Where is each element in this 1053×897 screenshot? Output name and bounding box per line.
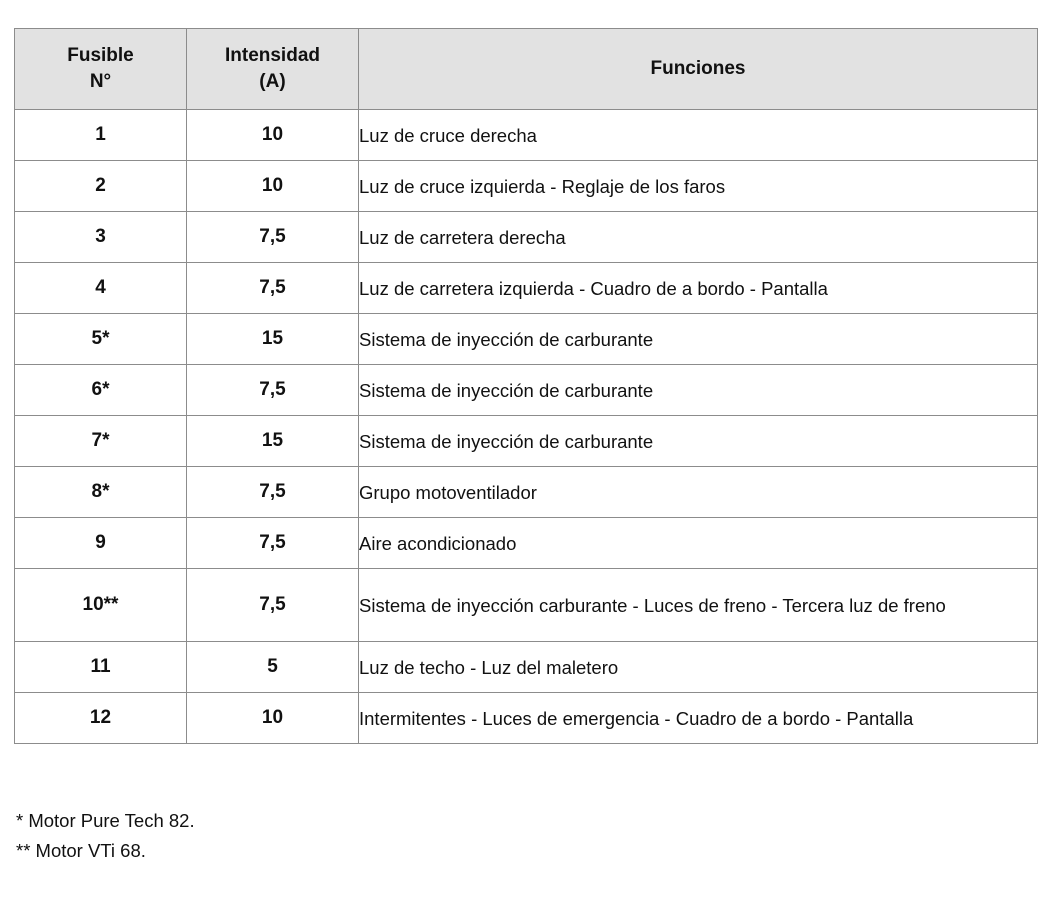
cell-functions: Sistema de inyección de carburante bbox=[359, 365, 1038, 416]
table-row bbox=[15, 212, 1038, 263]
column-header-functions bbox=[359, 29, 1038, 110]
column-header-fuse-number-line2: N° bbox=[89, 71, 112, 92]
footnotes bbox=[14, 806, 1037, 866]
cell-intensity: 7,5 bbox=[187, 212, 359, 263]
cell-intensity: 7,5 bbox=[187, 467, 359, 518]
table-row bbox=[15, 161, 1038, 212]
table-row bbox=[15, 263, 1038, 314]
cell-fuse-number: 7* bbox=[15, 416, 187, 467]
cell-functions: Grupo motoventilador bbox=[359, 467, 1038, 518]
cell-fuse-number: 1 bbox=[15, 110, 187, 161]
column-header-fuse-number-line1: Fusible bbox=[67, 45, 134, 66]
footnote-double-asterisk: ** Motor VTi 68. bbox=[16, 840, 146, 861]
cell-intensity: 7,5 bbox=[187, 263, 359, 314]
cell-intensity: 10 bbox=[187, 693, 359, 744]
cell-intensity: 15 bbox=[187, 416, 359, 467]
table-row bbox=[15, 365, 1038, 416]
cell-fuse-number: 11 bbox=[15, 642, 187, 693]
table-row bbox=[15, 416, 1038, 467]
table-row bbox=[15, 693, 1038, 744]
cell-functions: Aire acondicionado bbox=[359, 518, 1038, 569]
cell-fuse-number: 5* bbox=[15, 314, 187, 365]
cell-fuse-number: 10** bbox=[15, 569, 187, 642]
column-header-intensity-line2: (A) bbox=[259, 71, 286, 92]
table-header bbox=[15, 29, 1038, 110]
cell-intensity: 7,5 bbox=[187, 569, 359, 642]
cell-functions: Sistema de inyección de carburante bbox=[359, 416, 1038, 467]
cell-functions: Sistema de inyección de carburante bbox=[359, 314, 1038, 365]
cell-fuse-number: 6* bbox=[15, 365, 187, 416]
cell-intensity: 5 bbox=[187, 642, 359, 693]
column-header-intensity-line1: Intensidad bbox=[224, 45, 320, 66]
table-row bbox=[15, 467, 1038, 518]
cell-fuse-number: 2 bbox=[15, 161, 187, 212]
column-header-functions-line1: Funciones bbox=[650, 58, 746, 79]
table-body bbox=[15, 110, 1038, 744]
table-row bbox=[15, 518, 1038, 569]
table-row bbox=[15, 110, 1038, 161]
cell-intensity: 10 bbox=[187, 110, 359, 161]
cell-fuse-number: 8* bbox=[15, 467, 187, 518]
cell-functions: Sistema de inyección carburante - Luces de freno - Tercera luz de freno bbox=[359, 569, 1038, 642]
cell-intensity: 15 bbox=[187, 314, 359, 365]
table-row bbox=[15, 569, 1038, 642]
cell-fuse-number: 12 bbox=[15, 693, 187, 744]
column-header-fuse-number bbox=[15, 29, 187, 110]
cell-intensity: 10 bbox=[187, 161, 359, 212]
footnote-single-asterisk: * Motor Pure Tech 82. bbox=[16, 810, 195, 831]
cell-fuse-number: 4 bbox=[15, 263, 187, 314]
column-header-intensity bbox=[187, 29, 359, 110]
cell-functions: Intermitentes - Luces de emergencia - Cuadro de a bordo - Pantalla bbox=[359, 693, 1038, 744]
table-header-row bbox=[15, 29, 1038, 110]
cell-fuse-number: 3 bbox=[15, 212, 187, 263]
cell-intensity: 7,5 bbox=[187, 365, 359, 416]
table-row bbox=[15, 314, 1038, 365]
fuse-table bbox=[14, 28, 1038, 744]
cell-functions: Luz de carretera derecha bbox=[359, 212, 1038, 263]
cell-functions: Luz de cruce izquierda - Reglaje de los faros bbox=[359, 161, 1038, 212]
cell-functions: Luz de cruce derecha bbox=[359, 110, 1038, 161]
cell-intensity: 7,5 bbox=[187, 518, 359, 569]
cell-functions: Luz de carretera izquierda - Cuadro de a bordo - Pantalla bbox=[359, 263, 1038, 314]
table-row bbox=[15, 642, 1038, 693]
cell-functions: Luz de techo - Luz del maletero bbox=[359, 642, 1038, 693]
cell-fuse-number: 9 bbox=[15, 518, 187, 569]
